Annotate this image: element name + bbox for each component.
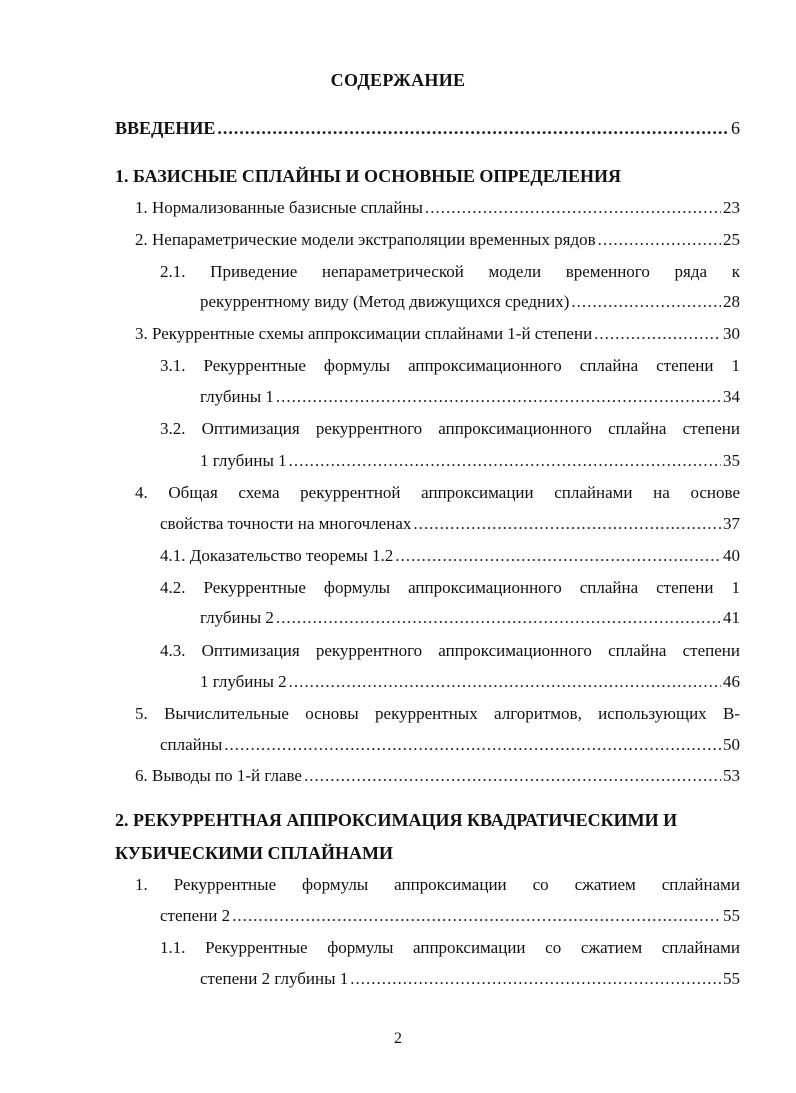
toc-page-number: 6 bbox=[731, 118, 740, 138]
toc-page-number: 41 bbox=[723, 608, 740, 627]
toc-entry-2-1-line2[interactable] bbox=[200, 291, 740, 313]
toc-entry-3-1-line2[interactable] bbox=[200, 386, 740, 408]
dot-leader bbox=[276, 386, 721, 408]
toc-page-number: 40 bbox=[723, 546, 740, 565]
toc-entry-label: 1. Нормализованные базисные сплайны bbox=[135, 198, 423, 217]
toc-entry-label: степени 2 bbox=[160, 906, 231, 925]
toc-entry-label: глубины 2 bbox=[200, 608, 274, 627]
chapter-heading-2-line2: КУБИЧЕСКИМИ СПЛАЙНАМИ bbox=[115, 843, 393, 863]
chapter-heading-2-line1: 2. РЕКУРРЕНТНАЯ АППРОКСИМАЦИЯ КВАДРАТИЧЕСКИМИ И bbox=[115, 810, 678, 830]
toc-entry-1-6[interactable] bbox=[135, 765, 740, 787]
toc-page-number: 37 bbox=[723, 514, 740, 533]
toc-entry-1-1[interactable] bbox=[135, 197, 740, 219]
toc-page-number: 53 bbox=[723, 766, 740, 785]
toc-entry-1-4-line2[interactable] bbox=[160, 513, 740, 535]
toc-entry-3-1-line1[interactable]: 3.1. Рекуррентные формулы аппроксимационного сплайна степени 1 bbox=[160, 356, 740, 375]
toc-page-number: 35 bbox=[723, 451, 740, 470]
dot-leader bbox=[232, 905, 721, 927]
dot-leader bbox=[413, 513, 721, 535]
toc-entry-4-2-line1[interactable]: 4.2. Рекуррентные формулы аппроксимационного сплайна степени 1 bbox=[160, 578, 740, 597]
toc-entry-label: степени 2 глубины 1 bbox=[200, 969, 349, 988]
dot-leader bbox=[598, 229, 721, 251]
dot-leader bbox=[276, 607, 721, 629]
toc-entry-1-5-line2[interactable] bbox=[160, 734, 740, 756]
toc-page-number: 25 bbox=[723, 230, 740, 249]
toc-entry-label: 6. Выводы по 1-й главе bbox=[135, 766, 302, 785]
toc-page-number: 50 bbox=[723, 735, 740, 754]
toc-entry-label: 3. Рекуррентные схемы аппроксимации сплайнами 1-й степени bbox=[135, 324, 593, 343]
dot-leader bbox=[289, 671, 721, 693]
toc-page-number: 30 bbox=[723, 324, 740, 343]
toc-page-number: 55 bbox=[723, 906, 740, 925]
toc-entry-label: глубины 1 bbox=[200, 387, 274, 406]
toc-page-number: 28 bbox=[723, 292, 740, 311]
toc-entry-c2-1-1-line2[interactable] bbox=[200, 968, 740, 990]
toc-entry-label: 1 глубины 1 bbox=[200, 451, 287, 470]
toc-entry-intro[interactable] bbox=[115, 117, 740, 139]
toc-entry-4-3-line2[interactable] bbox=[200, 671, 740, 693]
dot-leader bbox=[217, 117, 729, 139]
toc-page-number: 55 bbox=[723, 969, 740, 988]
dot-leader bbox=[395, 545, 721, 567]
dot-leader bbox=[304, 765, 721, 787]
toc-entry-label: 2. Непараметрические модели экстраполяции временных рядов bbox=[135, 230, 596, 249]
dot-leader bbox=[350, 968, 721, 990]
toc-page-number: 23 bbox=[723, 198, 740, 217]
toc-entry-2-1-line1[interactable]: 2.1. Приведение непараметрической модели временного ряда к bbox=[160, 262, 740, 281]
toc-entry-c2-1-1-line1[interactable]: 1.1. Рекуррентные формулы аппроксимации со сжатием сплайнами bbox=[160, 938, 740, 957]
toc-entry-3-2-line2[interactable] bbox=[200, 450, 740, 472]
toc-entry-label: ВВЕДЕНИЕ bbox=[115, 118, 216, 138]
toc-page-number: 46 bbox=[723, 672, 740, 691]
dot-leader bbox=[571, 291, 721, 313]
toc-entry-label: свойства точности на многочленах bbox=[160, 514, 412, 533]
toc-entry-c2-1-line1[interactable]: 1. Рекуррентные формулы аппроксимации со сжатием сплайнами bbox=[135, 875, 740, 894]
toc-entry-4-1[interactable] bbox=[160, 545, 740, 567]
toc-entry-label: 1 глубины 2 bbox=[200, 672, 287, 691]
toc-entry-3-2-line1[interactable]: 3.2. Оптимизация рекуррентного аппроксимационного сплайна степени bbox=[160, 419, 740, 438]
toc-entry-1-2[interactable] bbox=[135, 229, 740, 251]
toc-entry-label: рекуррентному виду (Метод движущихся средних) bbox=[200, 292, 570, 311]
toc-entry-label: сплайны bbox=[160, 735, 223, 754]
page-number: 2 bbox=[394, 1030, 402, 1047]
toc-entry-4-2-line2[interactable] bbox=[200, 607, 740, 629]
toc-entry-1-5-line1[interactable]: 5. Вычислительные основы рекуррентных алгоритмов, использующих B- bbox=[135, 704, 740, 723]
dot-leader bbox=[289, 450, 721, 472]
toc-title: СОДЕРЖАНИЕ bbox=[330, 70, 466, 90]
toc-entry-c2-1-line2[interactable] bbox=[160, 905, 740, 927]
dot-leader bbox=[594, 323, 721, 345]
toc-entry-1-4-line1[interactable]: 4. Общая схема рекуррентной аппроксимации сплайнами на основе bbox=[135, 483, 740, 502]
dot-leader bbox=[425, 197, 721, 219]
toc-entry-4-3-line1[interactable]: 4.3. Оптимизация рекуррентного аппроксимационного сплайна степени bbox=[160, 641, 740, 660]
toc-entry-1-3[interactable] bbox=[135, 323, 740, 345]
chapter-heading-1: 1. БАЗИСНЫЕ СПЛАЙНЫ И ОСНОВНЫЕ ОПРЕДЕЛЕНИЯ bbox=[115, 166, 621, 186]
dot-leader bbox=[224, 734, 721, 756]
toc-page-number: 34 bbox=[723, 387, 740, 406]
toc-entry-label: 4.1. Доказательство теоремы 1.2 bbox=[160, 546, 394, 565]
